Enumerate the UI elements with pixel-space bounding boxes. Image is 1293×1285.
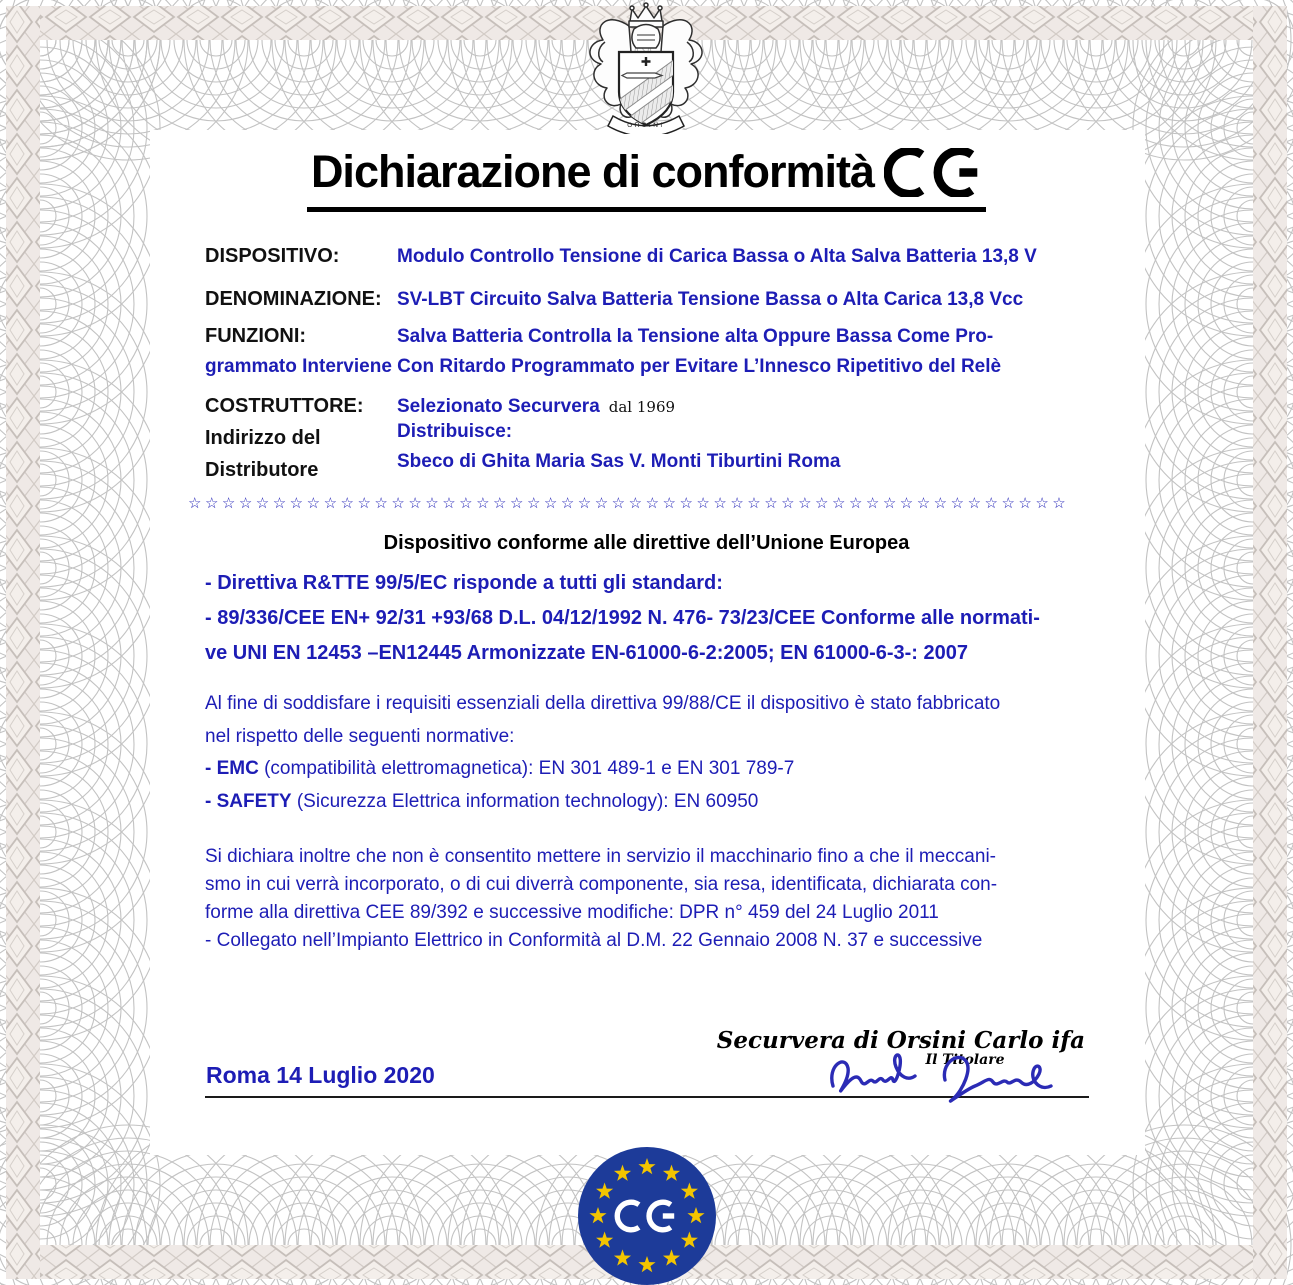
declaration-line: Si dichiara inoltre che non è consentito mettere in servizio il macchinario fino a che il meccani-: [205, 846, 996, 867]
denominazione-label: DENOMINAZIONE:: [205, 288, 382, 310]
emc-line: [205, 753, 1000, 786]
indirizzo-label-line2: Distributore: [205, 459, 319, 481]
requirements-line: Al fine di soddisfare i requisiti essenziali della direttiva 99/88/CE il dispositivo è stato fabbricato: [205, 693, 1001, 714]
costruttore-note: dal 1969: [608, 398, 676, 416]
helmet-icon: [632, 25, 660, 49]
declaration-paragraph: [205, 843, 997, 955]
dart-icon: [622, 73, 662, 78]
star-separator: ☆☆☆☆☆☆☆☆☆☆☆☆☆☆☆☆☆☆☆☆☆☆☆☆☆☆☆☆☆☆☆☆☆☆☆☆☆☆☆☆☆☆☆☆☆☆☆☆☆☆☆☆: [188, 495, 1070, 512]
funzioni-label: FUNZIONI:: [205, 325, 307, 347]
fields-section: [205, 245, 1155, 485]
page-title: Dichiarazione di conformità: [310, 146, 875, 197]
requirements-paragraph: [205, 688, 1000, 818]
emc-label: - EMC: [205, 758, 259, 779]
declaration-line: forme alla direttiva CEE 89/392 e successive modifiche: DPR n° 459 del 24 Luglio 2011: [205, 902, 939, 923]
signature-role: Il Titolare: [925, 1052, 1005, 1068]
costruttore-value-row: [397, 396, 675, 418]
crest-motto: ORSINI: [627, 122, 665, 129]
signature-company: Securvera di Orsini Carlo ifa: [716, 1027, 1085, 1054]
directive-line: - Direttiva R&TTE 99/5/EC risponde a tutti gli standard:: [205, 572, 723, 594]
handwritten-signature: [815, 1046, 1075, 1110]
date-place: Roma 14 Luglio 2020: [206, 1062, 435, 1088]
title-block: [0, 146, 1293, 212]
emc-text: (compatibilità elettromagnetica): EN 301 489-1 e EN 301 789-7: [258, 758, 795, 779]
safety-label: - SAFETY: [205, 790, 292, 812]
funzioni-value-line1: Salva Batteria Controlla la Tensione alta Oppure Bassa Come Pro-: [397, 326, 994, 347]
indirizzo-label-line1: Indirizzo del: [205, 427, 321, 449]
dispositivo-label: DISPOSITIVO:: [205, 245, 340, 267]
ce-mark-icon: [884, 148, 982, 197]
directive-line: ve UNI EN 12453 –EN12445 Armonizzate EN-61000-6-2:2005; EN 61000-6-3-: 2007: [205, 642, 968, 664]
directive-line: - 89/336/CEE EN+ 92/31 +93/68 D.L. 04/12/1992 N. 476- 73/23/CEE Conforme alle normati-: [205, 607, 1040, 629]
distribuisce-value: Distribuisce:: [397, 421, 513, 442]
costruttore-label: COSTRUTTORE:: [205, 395, 364, 417]
crown-icon: [630, 6, 662, 21]
orsini-crest-icon: [571, 2, 721, 134]
distributore-value: Sbeco di Ghita Maria Sas V. Monti Tiburtini Roma: [397, 451, 841, 472]
conformity-heading: Dispositivo conforme alle direttive dell’Unione Europea: [383, 532, 910, 554]
funzioni-value-line2: grammato Interviene Con Ritardo Programmato per Evitare L’Innesco Ripetitivo del Relè: [205, 356, 1002, 377]
declaration-line: smo in cui verrà incorporato, o di cui diverrà componente, sia resa, identificata, dichiarata con-: [205, 874, 998, 895]
declaration-line: - Collegato nell’Impianto Elettrico in Conformità al D.M. 22 Gennaio 2008 N. 37 e successive: [205, 930, 983, 951]
safety-line: [205, 786, 1000, 819]
costruttore-value: Selezionato Securvera: [397, 396, 600, 417]
denominazione-value: SV-LBT Circuito Salva Batteria Tensione Bassa o Alta Carica 13,8 Vcc: [397, 289, 1024, 310]
safety-text: (Sicurezza Elettrica information technology): EN 60950: [291, 790, 759, 812]
eu-ce-badge-icon: [573, 1144, 721, 1285]
directives-paragraph: [205, 566, 1040, 671]
dispositivo-value: Modulo Controllo Tensione di Carica Bassa o Alta Salva Batteria 13,8 V: [397, 246, 1037, 267]
requirements-line: nel rispetto delle seguenti normative:: [205, 725, 515, 747]
